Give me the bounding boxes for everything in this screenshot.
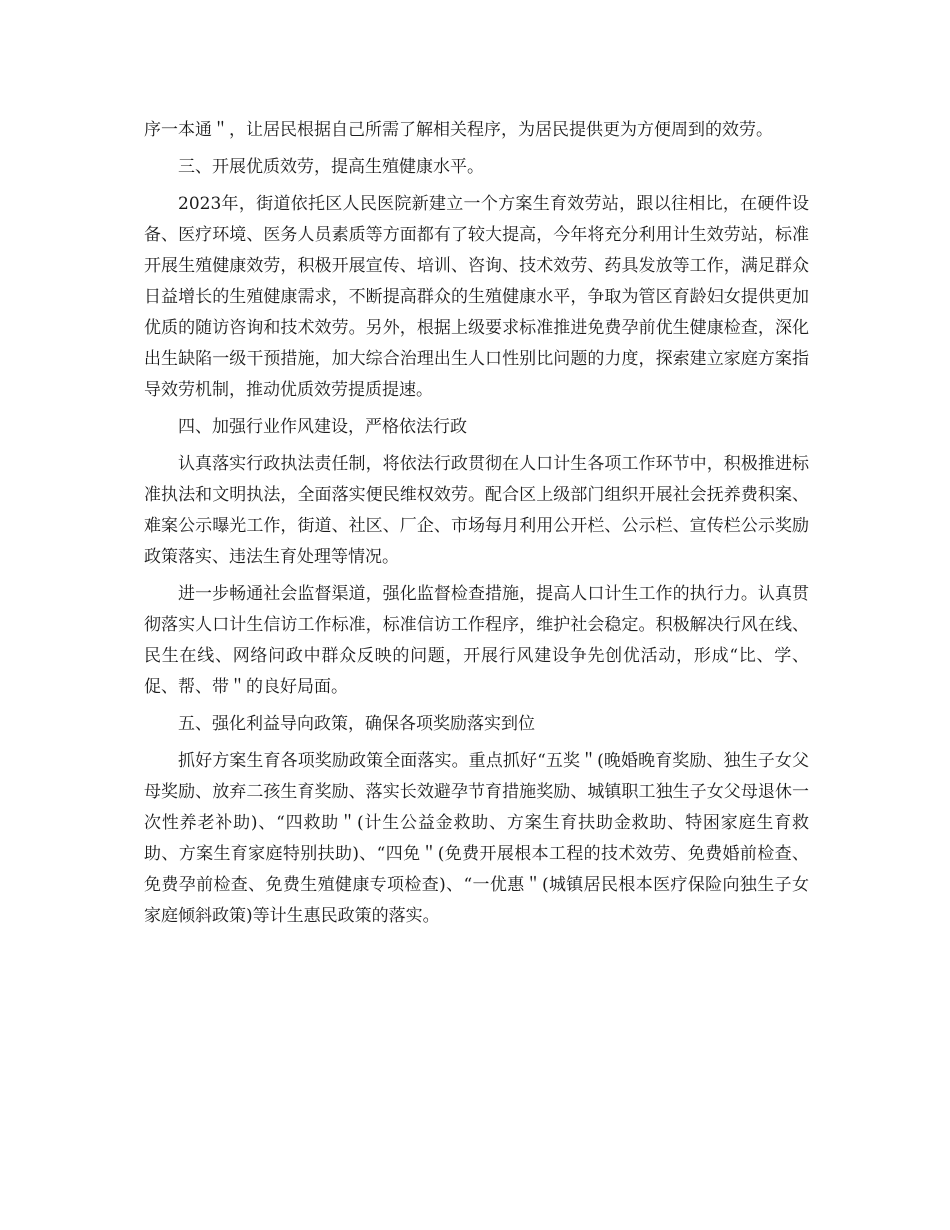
paragraph-incentive-policy: 抓好方案生育各项奖励政策全面落实。重点抓好“五奖＂(晚婚晚育奖励、独生子女父母奖励、放弃二孩生育奖励、落实长效避孕节育措施奖励、城镇职工独生子女父母退休一次性养老补助)、“四救助＂(计生公益金救助、方案生育扶助金救助、特困家庭生育救助、方案生育家庭特别扶助)、“四免＂(免费开展根本工程的技术效劳、免费婚前检查、免费孕前检查、免费生殖健康专项检查)、“一优惠＂(城镇居民根本医疗保险向独生子女家庭倾斜政策)等计生惠民政策的落实。 bbox=[144, 751, 809, 926]
paragraph-service-station: 2023年，街道依托区人民医院新建立一个方案生育效劳站，跟以往相比，在硬件设备、医疗环境、医务人员素质等方面都有了较大提高，今年将充分利用计生效劳站，标准开展生殖健康效劳，积极开展宣传、培训、咨询、技术效劳、药具发放等工作，满足群众日益增长的生殖健康需求，不断提高群众的生殖健康水平，争取为管区育龄妇女提供更加优质的随访咨询和技术效劳。另外，根据上级要求标准推进免费孕前优生健康检查，深化出生缺陷一级干预措施，加大综合治理出生人口性别比问题的力度，探索建立家庭方案指导效劳机制，推动优质效劳提质提速。 bbox=[144, 194, 809, 400]
section-heading-5: 五、强化利益导向政策，确保各项奖励落实到位 bbox=[178, 714, 535, 734]
paragraph-law-enforcement: 认真落实行政执法责任制，将依法行政贯彻在人口计生各项工作环节中，积极推进标准执法和文明执法，全面落实便民维权效劳。配合区上级部门组织开展社会抚养费积案、难案公示曝光工作，街道、社区、厂企、市场每月利用公开栏、公示栏、宣传栏公示奖励政策落实、违法生育处理等情况。 bbox=[144, 454, 809, 567]
document-body bbox=[144, 115, 809, 938]
paragraph-supervision: 进一步畅通社会监督渠道，强化监督检查措施，提高人口计生工作的执行力。认真贯彻落实人口计生信访工作标准，标准信访工作程序，维护社会稳定。积极解决行风在线、民生在线、网络问政中群众反映的问题，开展行风建设争先创优活动，形成“比、学、促、帮、带＂的良好局面。 bbox=[144, 584, 809, 697]
section-heading-3: 三、开展优质效劳，提高生殖健康水平。 bbox=[178, 157, 484, 177]
section-heading-4: 四、加强行业作风建设，严格依法行政 bbox=[178, 417, 467, 437]
paragraph-continuation: 序一本通＂，让居民根据自己所需了解相关程序，为居民提供更为方便周到的效劳。 bbox=[144, 120, 773, 140]
